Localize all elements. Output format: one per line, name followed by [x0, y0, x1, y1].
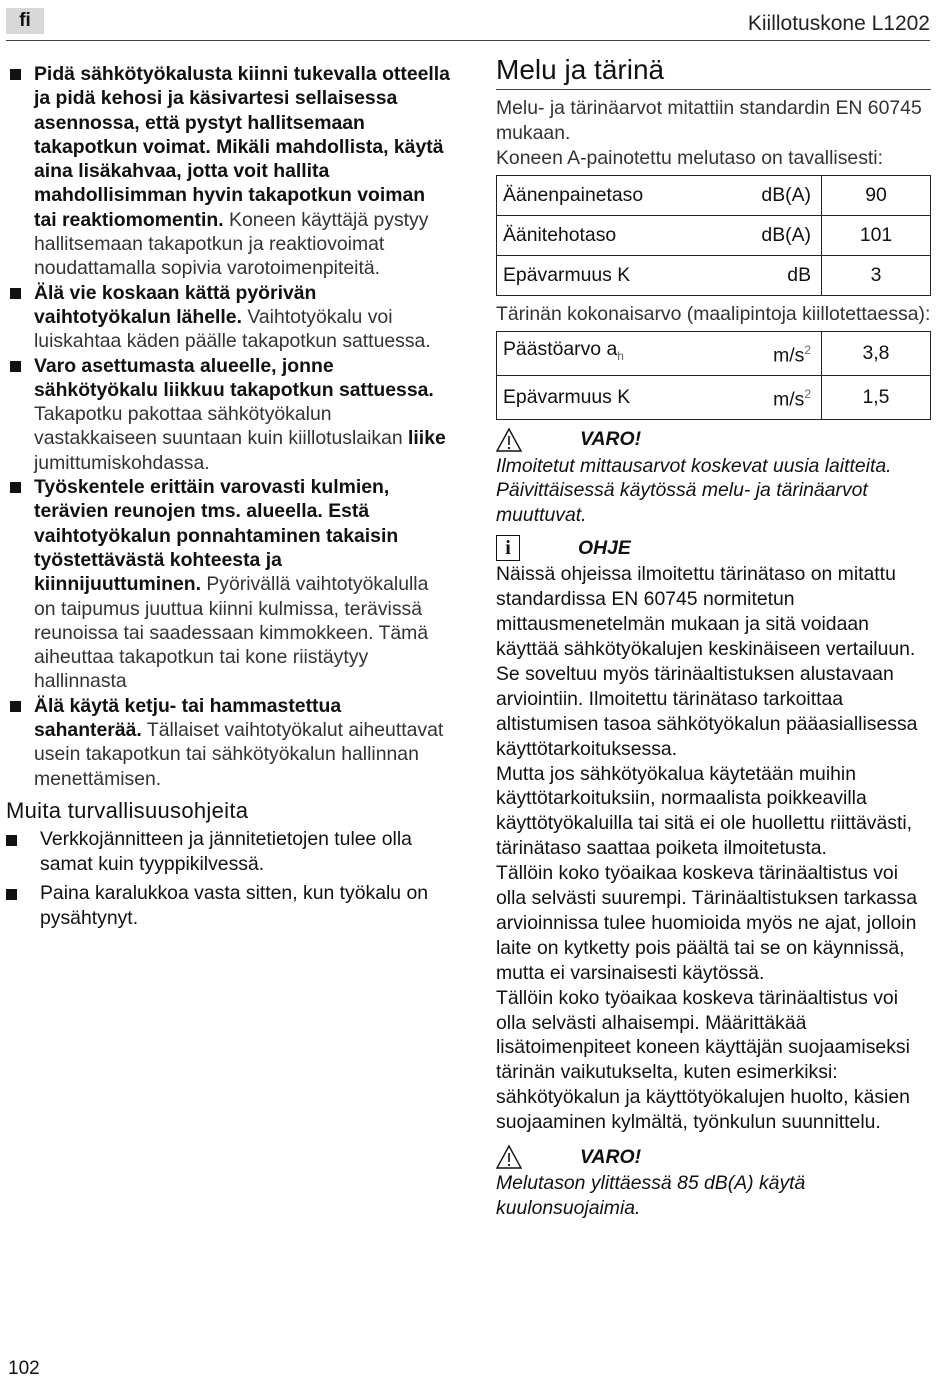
- bullet-text: Takapotku pakottaa sähkötyökalun vastakkaiseen suuntaan kuin kiillotuslaikan: [34, 403, 403, 450]
- table-row: [497, 255, 931, 295]
- item-text: Verkkojännitteen ja jännitetietojen tulee olla samat kuin tyyppikilvessä.: [40, 828, 412, 876]
- warning-header: [496, 426, 931, 454]
- table-row: [497, 331, 931, 375]
- header-divider: [6, 40, 930, 41]
- label-text: Päästöarvo a: [503, 338, 618, 361]
- safety-bullet: [10, 281, 450, 354]
- noise-vibration-heading: Melu ja tärinä: [496, 58, 931, 90]
- warning-text: Ilmoitetut mittausarvot koskevat uusia laitteita. Päivittäisessä käytössä melu- ja tärinäarvot muuttuvat.: [496, 454, 892, 527]
- note-paragraph: Tällöin koko työaikaa koskeva tärinäaltistus voi olla selvästi alhaisempi. Määrittäkää lisätoimenpiteet koneen käyttäjän suojaamiseksi tärinän vaikutukselta, kuten esimerkiksi: sähkötyökalun ja käyttötyökalujen huolto, käsien suojaaminen kylmältä, työnkulun suunnittelu.: [496, 986, 910, 1134]
- warning-header: [496, 1143, 931, 1171]
- bullet-bold-text: Älä vie koskaan kättä pyörivän vaihtotyökalun lähelle.: [34, 281, 317, 328]
- subscript: h: [617, 349, 624, 364]
- page-number: 102: [8, 1358, 40, 1379]
- safety-bullet: [10, 694, 450, 791]
- table-cell-value: 1,5: [822, 375, 931, 419]
- document-title: Kiillotuskone L1202: [747, 12, 930, 35]
- square-bullet-icon: [10, 701, 21, 712]
- table-cell-label: Äänitehotaso: [497, 215, 740, 255]
- bullet-text: Pyörivällä vaihtotyökalulla on taipumus juuttua kiinni kulmissa, terävissä reunoissa tai saadessaan kimmokkeen. Tämä aiheuttaa takapotkun tai kone riistäytyy hallinnasta: [34, 573, 429, 693]
- table-row: [497, 175, 931, 215]
- table-cell-unit: [739, 375, 822, 419]
- intro-text: Koneen A-painotettu melutaso on tavallisesti:: [496, 146, 883, 169]
- square-bullet-icon: [6, 889, 17, 900]
- table-row: [497, 375, 931, 419]
- other-safety-heading: Muita turvallisuusohjeita: [6, 797, 249, 823]
- safety-bullet: [10, 354, 450, 475]
- bullet-bold-text: liike: [408, 427, 446, 450]
- bullet-text: jumittumiskohdassa.: [34, 451, 210, 474]
- note-paragraph: Mutta jos sähkötyökalua käytetään muihin käyttötarkoituksiin, normaalista poikkeavilla käyttötyökaluilla tai sitä ei ole huollettu riittävästi, tärinätaso saattaa poiketa ilmoitetusta.: [496, 762, 913, 860]
- vibration-intro: Tärinän kokonaisarvo (maalipintoja kiillotettaessa):: [496, 302, 931, 325]
- bullet-text: Tällaiset vaihtotyökalut aiheuttavat usein takapotkun tai sähkötyökalun hallinnan menettämisen.: [34, 719, 444, 790]
- table-cell-unit: dB: [739, 255, 822, 295]
- table-cell-label: Äänenpainetaso: [497, 175, 740, 215]
- table-cell-label: Epävarmuus K: [497, 255, 740, 295]
- vibration-table: [496, 331, 931, 420]
- intro-text: Melu- ja tärinäarvot mitattiin standardin EN 60745 mukaan.: [496, 96, 922, 144]
- square-bullet-icon: [10, 482, 21, 493]
- bullet-text: Vaihtotyökalu voi luiskahtaa käden päälle takapotkun sattuessa.: [34, 305, 431, 353]
- table-row: [497, 215, 931, 255]
- bullet-bold-text: Varo asettumasta alueelle, jonne sähkötyökalu liikkuu takapotkun sattuessa.: [34, 354, 434, 401]
- bullet-text: Koneen käyttäjä pystyy hallitsemaan takapotkun ja reaktiovoimat noudattamalla sopivia varotoimenpiteitä.: [34, 208, 429, 280]
- safety-bullet: [10, 62, 450, 281]
- language-tag: fi: [6, 8, 44, 34]
- superscript: 2: [804, 386, 811, 401]
- warning-triangle-icon: [496, 427, 522, 453]
- unit-text: m/s: [773, 388, 805, 411]
- table-cell-value: 3,8: [822, 331, 931, 375]
- superscript: 2: [804, 342, 811, 357]
- bullet-bold-text: Älä käytä ketju- tai hammastettua sahanterää.: [34, 694, 342, 742]
- table-cell-value: 101: [822, 215, 931, 255]
- warning-triangle-icon: [496, 1144, 522, 1170]
- warning-text: Melutason ylittäessä 85 dB(A) käytä kuulonsuojaimia.: [496, 1172, 806, 1219]
- warning-label: VARO!: [580, 1145, 642, 1168]
- bullet-bold-text: Työskentele erittäin varovasti kulmien, terävien reunojen tms. alueella. Estä vaihtotyökalun ponnahtaminen takaisin työstettävästä kohteesta ja kiinnijuuttuminen.: [34, 476, 399, 596]
- label-text: Epävarmuus K: [503, 385, 631, 408]
- table-cell-label: [497, 331, 740, 375]
- note-label: OHJE: [578, 536, 631, 559]
- noise-table: [496, 175, 931, 296]
- note-header: [496, 534, 931, 562]
- square-bullet-icon: [10, 288, 21, 299]
- item-text: Paina karalukkoa vasta sitten, kun työkalu on pysähtynyt.: [40, 882, 429, 930]
- unit-text: m/s: [773, 344, 805, 367]
- right-column: [496, 54, 931, 1221]
- safety-bullet: [10, 475, 450, 694]
- table-cell-value: 90: [822, 175, 931, 215]
- note-paragraph: Näissä ohjeissa ilmoitettu tärinätaso on mitattu standardissa EN 60745 normitetun mittausmenetelmän mukaan ja sitä voidaan käyttää sähkötyökalujen keskinäiseen vertailuun. Se soveltuu myös tärinäaltistuksen alustavaan arviointiin. Ilmoitettu tärinätaso tarkoittaa altistumisen tasoa sähkötyökalun pääasiallisessa käyttötarkoituksessa.: [496, 563, 918, 760]
- table-cell-label: [497, 375, 740, 419]
- table-cell-unit: dB(A): [739, 215, 822, 255]
- square-bullet-icon: [6, 835, 17, 846]
- other-safety-item: [10, 827, 450, 877]
- table-cell-unit: [739, 331, 822, 375]
- left-column: [6, 62, 450, 935]
- square-bullet-icon: [10, 361, 21, 372]
- info-icon: i: [496, 535, 520, 561]
- table-cell-value: 3: [822, 255, 931, 295]
- other-safety-item: [10, 881, 450, 931]
- note-paragraph: Tällöin koko työaikaa koskeva tärinäaltistus voi olla selvästi suurempi. Tärinäaltistuksen tarkassa arvioinnissa tulee huomioida myös ne ajat, jolloin laite on kytketty pois päältä tai se on käynnissä, mutta ei varsinaisesti käytössä.: [496, 862, 918, 984]
- table-cell-unit: dB(A): [739, 175, 822, 215]
- square-bullet-icon: [10, 69, 21, 80]
- warning-label: VARO!: [580, 428, 642, 451]
- bullet-bold-text: Pidä sähkötyökalusta kiinni tukevalla otteella ja pidä kehosi ja käsivartesi sellaisessa asennossa, että pystyt hallitsemaan takapotkun voimat. Mikäli mahdollista, käytä aina lisäkahvaa, jotta voit hallita mahdollisimman hyvin takapotkun voiman tai reaktiomomentin.: [34, 63, 450, 231]
